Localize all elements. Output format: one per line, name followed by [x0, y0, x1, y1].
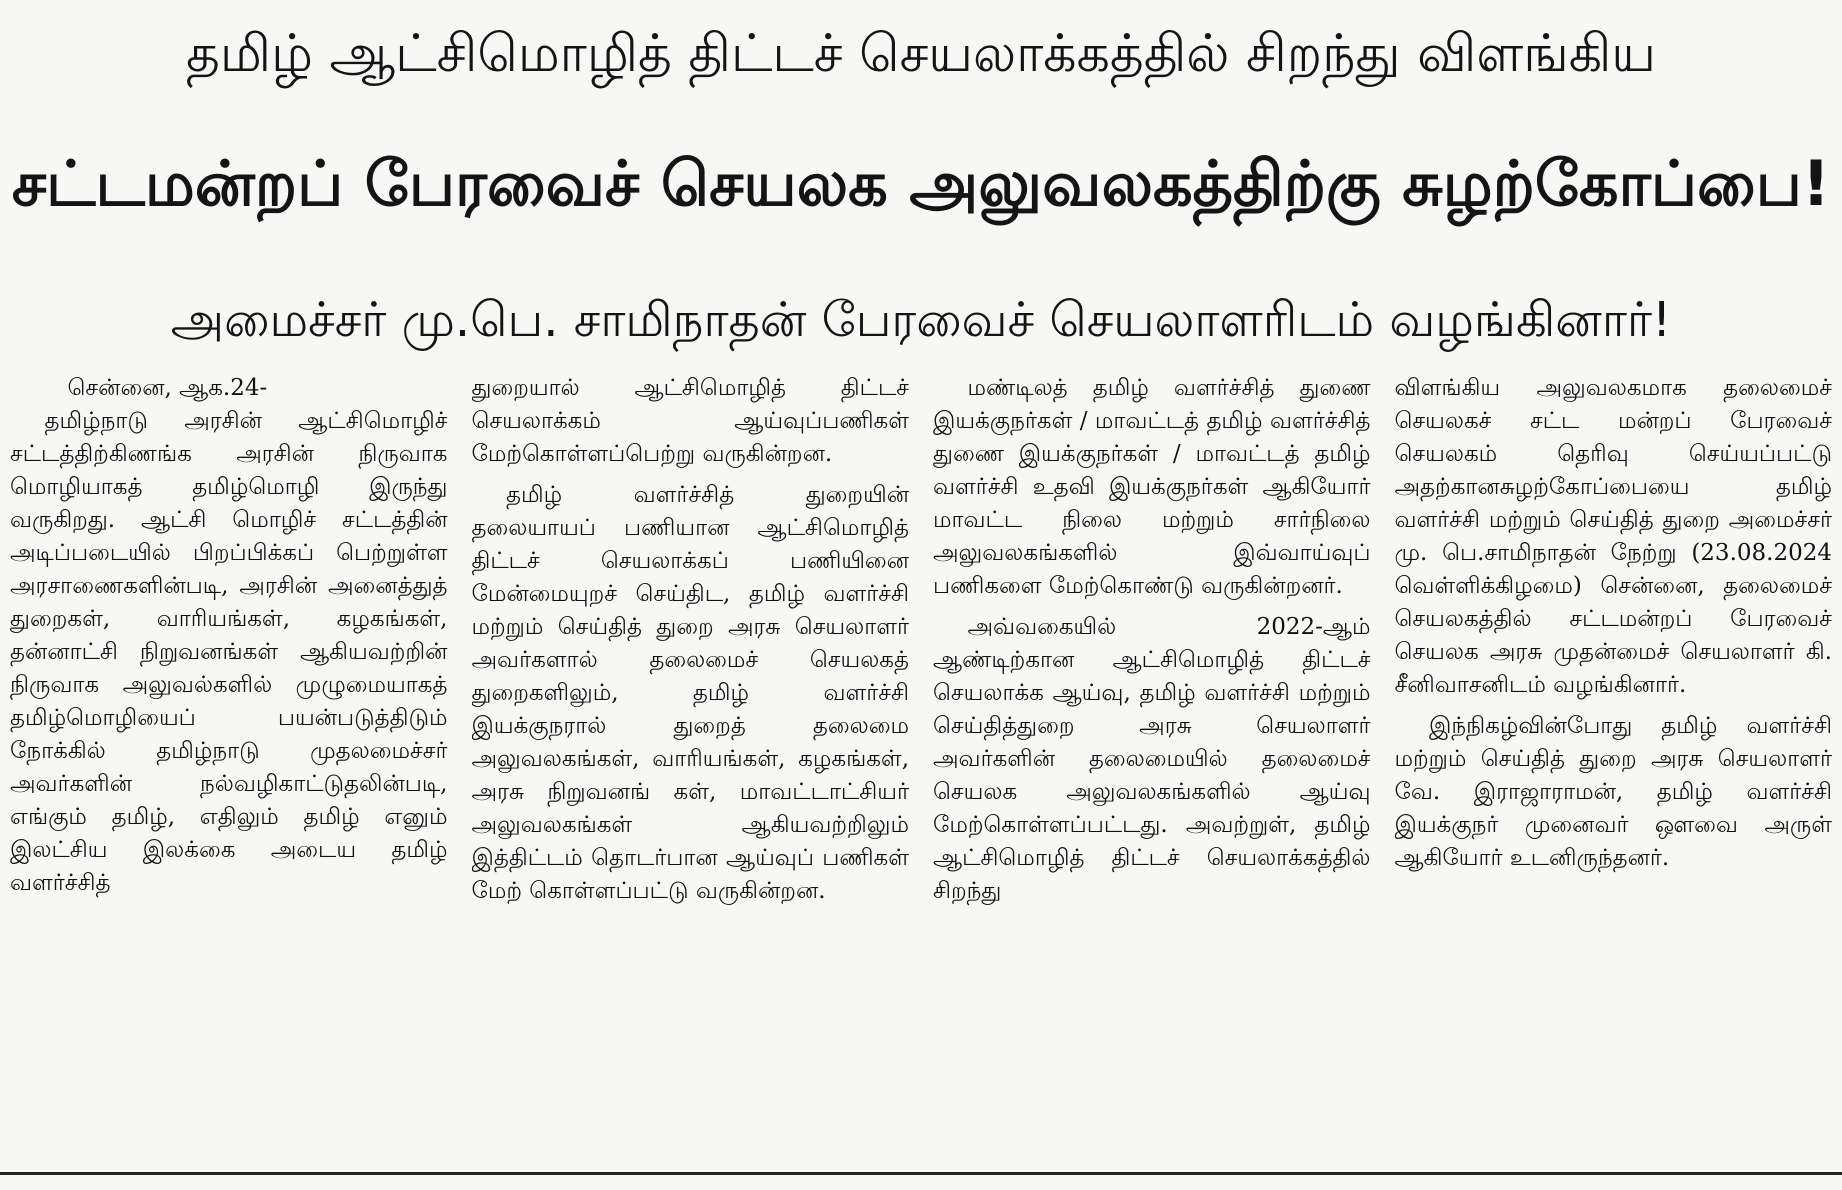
paragraph: இந்நிகழ்வின்போது தமிழ் வளர்ச்சி மற்றும் செய்தித் துறை அரசு செயலாளர் வே. இராஜாராமன், தமிழ் வளர்ச்சி இயக்குநர் முனைவர் ஔவை அருள் ஆகியோர் உடனிருந்தனர்.	[1394, 713, 1832, 871]
bottom-divider	[0, 1172, 1842, 1175]
paragraph: மண்டிலத் தமிழ் வளர்ச்சித் துணை இயக்குநர்கள் / மாவட்டத் தமிழ் வளர்ச்சித் துணை இயக்குநர்கள் / மாவட்டத் தமிழ் வளர்ச்சி உதவி இயக்குநர்கள் ஆகியோர் மாவட்ட நிலை மற்றும் சார்நிலை அலுவலகங்களில் இவ்வாய்வுப் பணிகளை மேற்கொண்டு வருகின்றனர்.	[933, 375, 1371, 599]
article-body	[10, 372, 1832, 1162]
kicker-headline: தமிழ் ஆட்சிமொழித் திட்டச் செயலாக்கத்தில் சிறந்து விளங்கிய	[186, 24, 1656, 84]
sub-headline: அமைச்சர் மு.பெ. சாமிநாதன் பேரவைச் செயலாளரிடம் வழங்கினார்!	[170, 292, 1672, 348]
paragraph: துறையால் ஆட்சிமொழித் திட்டச் செயலாக்கம் ஆய்வுப்பணிகள் மேற்கொள்ளப்பெற்று வருகின்றன.	[471, 375, 909, 467]
paragraph: தமிழ்நாடு அரசின் ஆட்சிமொழிச் சட்டத்திற்கிணங்க அரசின் நிருவாக மொழியாகத் தமிழ்மொழி இருந்து வருகிறது. ஆட்சி மொழிச் சட்டத்தின் அடிப்படையில் பிறப்பிக்கப் பெற்றுள்ள அரசாணைகளின்படி, அரசின் அனைத்துத் துறைகள், வாரியங்கள், கழகங்கள், தன்னாட்சி நிறுவனங்கள் ஆகியவற்றின் நிருவாக அலுவல்களில் முழுமையாகத் தமிழ்மொழியைப் பயன்படுத்திடும் நோக்கில் தமிழ்நாடு முதலமைச்சர் அவர்களின் நல்வழிகாட்டுதலின்படி, எங்கும் தமிழ், எதிலும் தமிழ் எனும் இலட்சிய இலக்கை அடைய தமிழ் வளர்ச்சித்	[10, 408, 448, 896]
article-column-4	[1395, 372, 1833, 1162]
main-headline: சட்டமன்றப் பேரவைச் செயலக அலுவலகத்திற்கு சுழற்கோப்பை!	[11, 147, 1831, 220]
paragraph: அவ்வகையில் 2022-ஆம் ஆண்டிற்கான ஆட்சிமொழித் திட்டச் செயலாக்க ஆய்வு, தமிழ் வளர்ச்சி மற்றும் செய்தித்துறை அரசு செயலாளர் அவர்களின் தலைமையில் தலைமைச் செயலக அலுவலகங்களில் ஆய்வு மேற்கொள்ளப்பட்டது. அவற்றுள், தமிழ் ஆட்சிமொழித் திட்டச் செயலாக்கத்தில் சிறந்து	[933, 614, 1371, 904]
dateline: சென்னை, ஆக.24-	[67, 375, 268, 401]
paragraph: தமிழ் வளர்ச்சித் துறையின் தலையாயப் பணியான ஆட்சிமொழித் திட்டச் செயலாக்கப் பணியினை மேன்மையுறச் செய்திட, தமிழ் வளர்ச்சி மற்றும் செய்தித் துறை அரசு செயலாளர் அவர்களால் தலைமைச் செயலகத் துறைகளிலும், தமிழ் வளர்ச்சி இயக்குநரால் துறைத் தலைமை அலுவலகங்கள், வாரியங்கள், கழகங்கள், அரசு நிறுவனங் கள், மாவட்டாட்சியர் அலுவலகங்கள் ஆகியவற்றிலும் இத்திட்டம் தொடர்பான ஆய்வுப் பணிகள் மேற் கொள்ளப்பட்டு வருகின்றன.	[471, 482, 909, 904]
article-column-3	[933, 372, 1371, 1162]
article-column-1	[10, 372, 448, 1162]
paragraph: விளங்கிய அலுவலகமாக தலைமைச் செயலகச் சட்ட மன்றப் பேரவைச் செயலகம் தெரிவு செய்யப்பட்டு அதற்கானசுழற்கோப்பையை தமிழ் வளர்ச்சி மற்றும் செய்தித் துறை அமைச்சர் மு. பெ.சாமிநாதன் நேற்று (23.08.2024 வெள்ளிக்கிழமை) சென்னை, தலைமைச் செயலகத்தில் சட்டமன்றப் பேரவைச் செயலக அரசு முதன்மைச் செயலாளர் கி. சீனிவாசனிடம் வழங்கினார்.	[1394, 375, 1832, 698]
article-column-2	[472, 372, 910, 1162]
